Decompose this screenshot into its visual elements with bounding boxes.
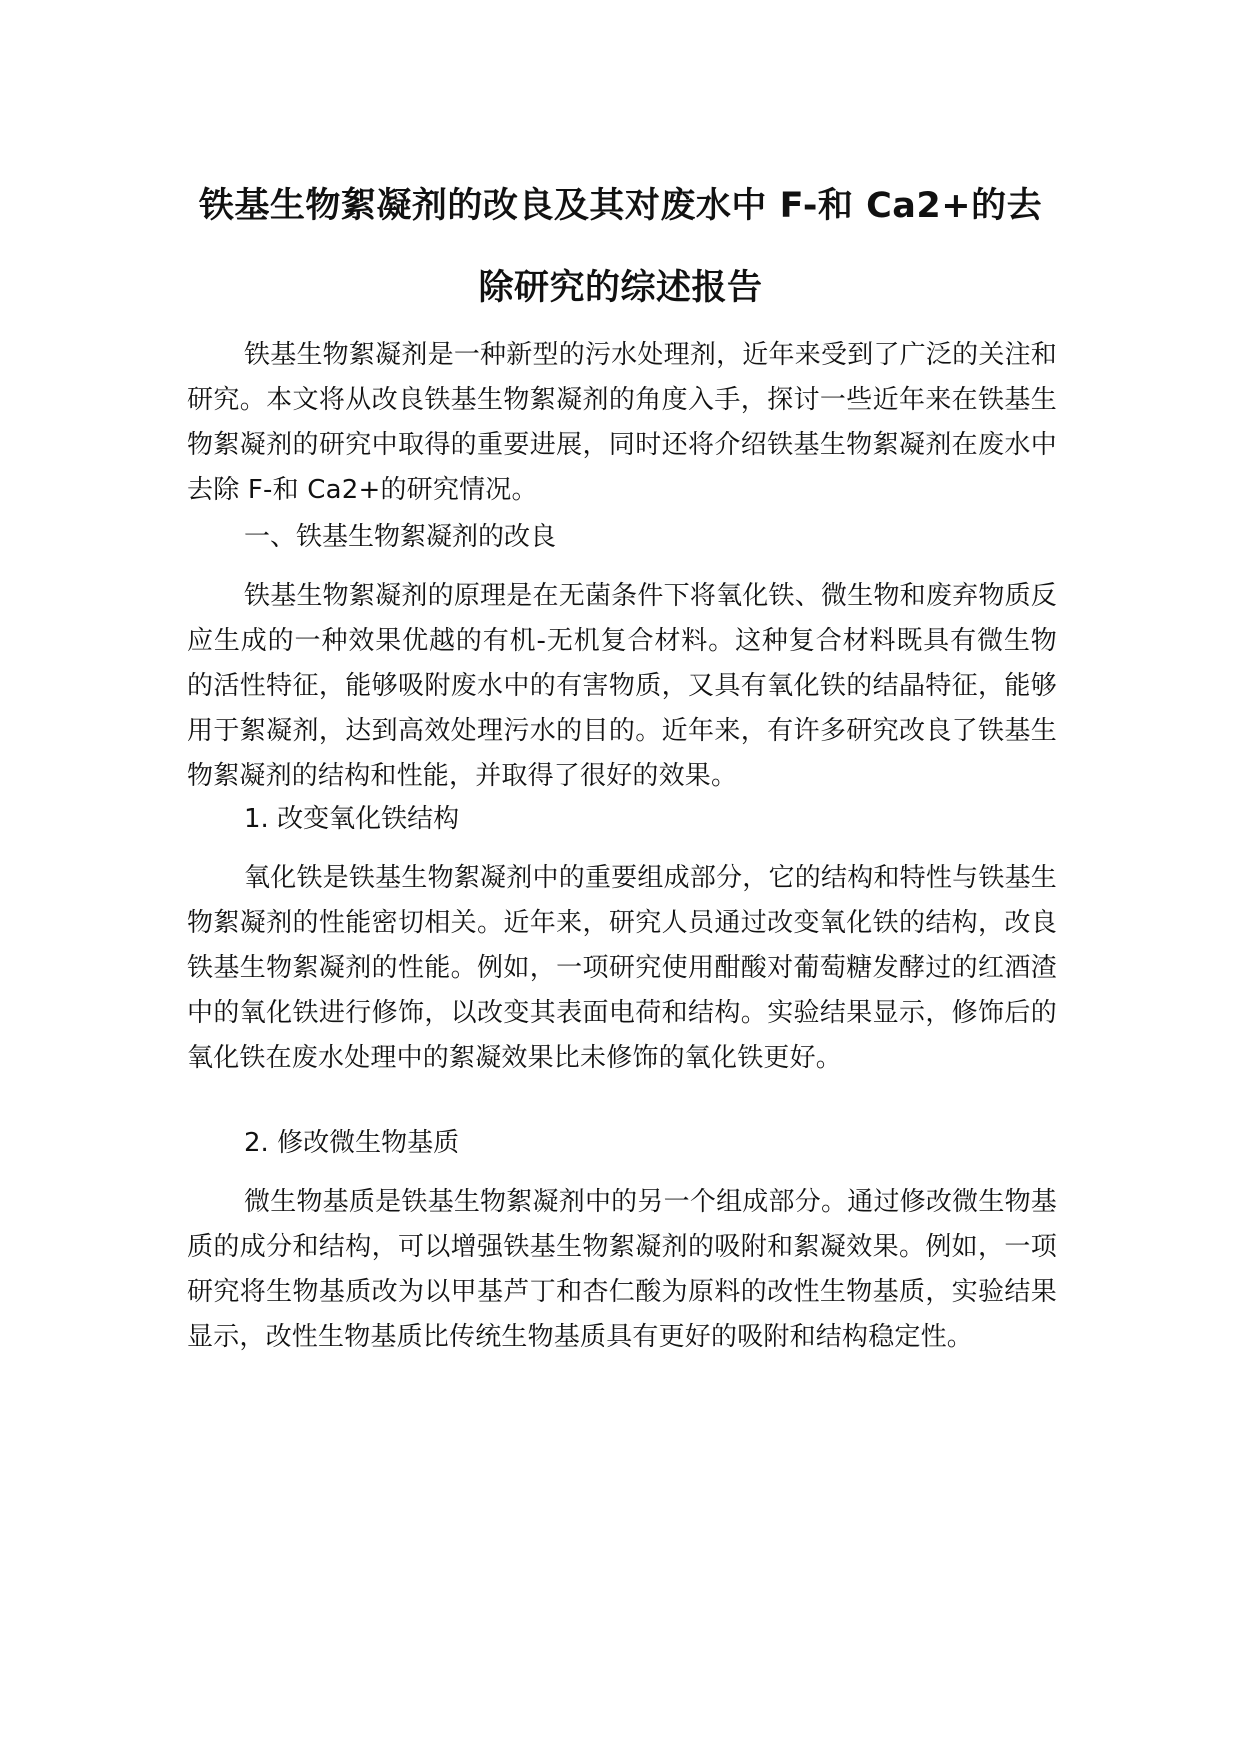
document-title-line-1: 铁基生物絮凝剂的改良及其对废水中 F-和 Ca2+的去	[198, 186, 1043, 226]
document-title-line-2: 除研究的综述报告	[478, 268, 763, 308]
subsection-2-paragraph: 微生物基质是铁基生物絮凝剂中的另一个组成部分。通过修改微生物基质的成分和结构，可以增强铁基生物絮凝剂的吸附和絮凝效果。例如，一项研究将生物基质改为以甲基芦丁和杏仁酸为原料的改性生物基质，实验结果显示，改性生物基质比传统生物基质具有更好的吸附和结构稳定性。	[187, 1187, 1057, 1352]
intro-paragraph: 铁基生物絮凝剂是一种新型的污水处理剂，近年来受到了广泛的关注和研究。本文将从改良铁基生物絮凝剂的角度入手，探讨一些近年来在铁基生物絮凝剂的研究中取得的重要进展，同时还将介绍铁基生物絮凝剂在废水中去除 F-和 Ca2+的研究情况。	[187, 340, 1057, 505]
subsection-2-heading: 2. 修改微生物基质	[244, 1128, 460, 1158]
section-1-paragraph: 铁基生物絮凝剂的原理是在无菌条件下将氧化铁、微生物和废弃物质反应生成的一种效果优越的有机-无机复合材料。这种复合材料既具有微生物的活性特征，能够吸附废水中的有害物质，又具有氧化铁的结晶特征，能够用于絮凝剂，达到高效处理污水的目的。近年来，有许多研究改良了铁基生物絮凝剂的结构和性能，并取得了很好的效果。	[187, 581, 1057, 791]
section-1-heading: 一、铁基生物絮凝剂的改良	[244, 522, 557, 552]
subsection-1-heading: 1. 改变氧化铁结构	[244, 804, 460, 834]
subsection-1-paragraph: 氧化铁是铁基生物絮凝剂中的重要组成部分，它的结构和特性与铁基生物絮凝剂的性能密切相关。近年来，研究人员通过改变氧化铁的结构，改良铁基生物絮凝剂的性能。例如，一项研究使用酣酸对葡萄糖发酵过的红酒渣中的氧化铁进行修饰，以改变其表面电荷和结构。实验结果显示，修饰后的氧化铁在废水处理中的絮凝效果比未修饰的氧化铁更好。	[187, 863, 1057, 1073]
